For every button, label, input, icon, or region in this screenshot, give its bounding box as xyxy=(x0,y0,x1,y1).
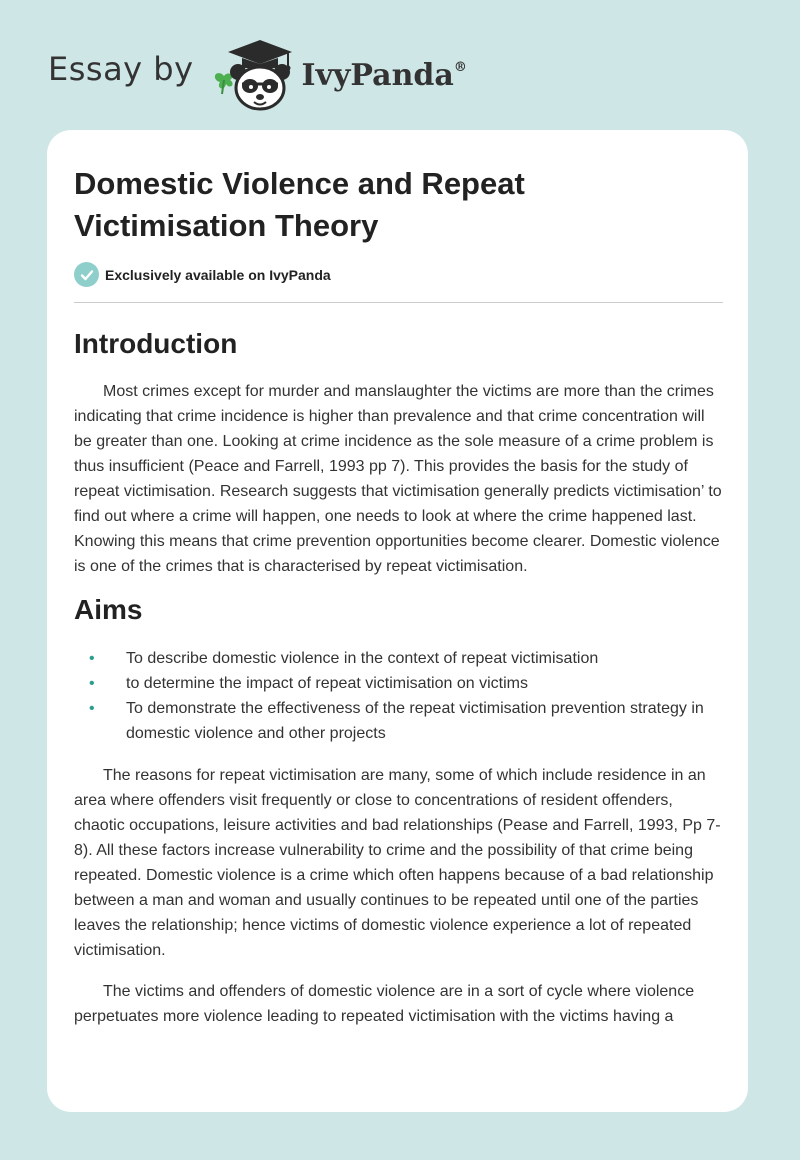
bullet-dot-icon: • xyxy=(89,650,95,667)
introduction-paragraph: Most crimes except for murder and manslaughter the victims are more than the crimes indicating that crime incidence is higher than prevalence and that crime concentration will be greater than one. Looking at crime incidence as the sole measure of a crime problem is thus insufficient (Peace and Farrell, 1993 pp 7). This provides the basis for the study of repeat victimisation. Research suggests that victimisation generally predicts victimisation’ to find out where a crime will happen, one needs to look at where the crime happened last. Knowing this means that crime prevention opportunities become clearer. Domestic violence is one of the crimes that is characterised by repeat victimisation. xyxy=(74,383,722,575)
check-icon xyxy=(74,262,99,287)
introduction-heading: Introduction xyxy=(74,328,238,359)
list-item xyxy=(74,671,726,696)
aims-list xyxy=(74,646,726,746)
aim-text: To describe domestic violence in the context of repeat victimisation xyxy=(126,650,599,667)
exclusive-label: Exclusively available on IvyPanda xyxy=(105,266,331,283)
bullet-dot-icon: • xyxy=(89,700,95,717)
essay-by-label: Essay by xyxy=(48,50,194,88)
aims-heading: Aims xyxy=(74,594,143,625)
aim-text: To demonstrate the effectiveness of the repeat victimisation prevention strategy in domestic violence and other projects xyxy=(126,700,704,742)
list-item xyxy=(74,696,726,746)
brand-name[interactable] xyxy=(302,58,467,93)
panda-graduate-icon[interactable] xyxy=(208,34,300,114)
article-body xyxy=(74,326,726,1029)
bullet-dot-icon: • xyxy=(89,675,95,692)
divider xyxy=(74,302,723,303)
aim-text: to determine the impact of repeat victimisation on victims xyxy=(126,675,528,692)
cycle-paragraph: The victims and offenders of domestic violence are in a sort of cycle where violence perpetuates more violence leading to repeated victimisation with the victims having a xyxy=(74,983,695,1025)
list-item xyxy=(74,646,726,671)
brand-text: IvyPanda xyxy=(301,57,454,93)
article-card xyxy=(47,130,748,1112)
exclusive-badge xyxy=(74,262,331,287)
ivy-leaf-icon xyxy=(214,73,232,94)
reasons-paragraph: The reasons for repeat victimisation are many, some of which include residence in an area where offenders visit frequently or close to concentrations of resident offenders, chaotic occupations, leisure activities and bad relationships (Pease and Farrell, 1993, Pp 7-8). All these factors increase vulnerability to crime and the possibility of that crime being repeated. Domestic violence is a crime which often happens because of a bad relationship between a man and woman and usually continues to be repeated until one of the parties leaves the relationship; hence victims of domestic violence experience a lot of repeated victimisation. xyxy=(74,767,721,959)
registered-mark: ® xyxy=(453,59,467,75)
page-title: Domestic Violence and Repeat Victimisation Theory xyxy=(74,166,525,243)
site-header xyxy=(48,34,467,114)
